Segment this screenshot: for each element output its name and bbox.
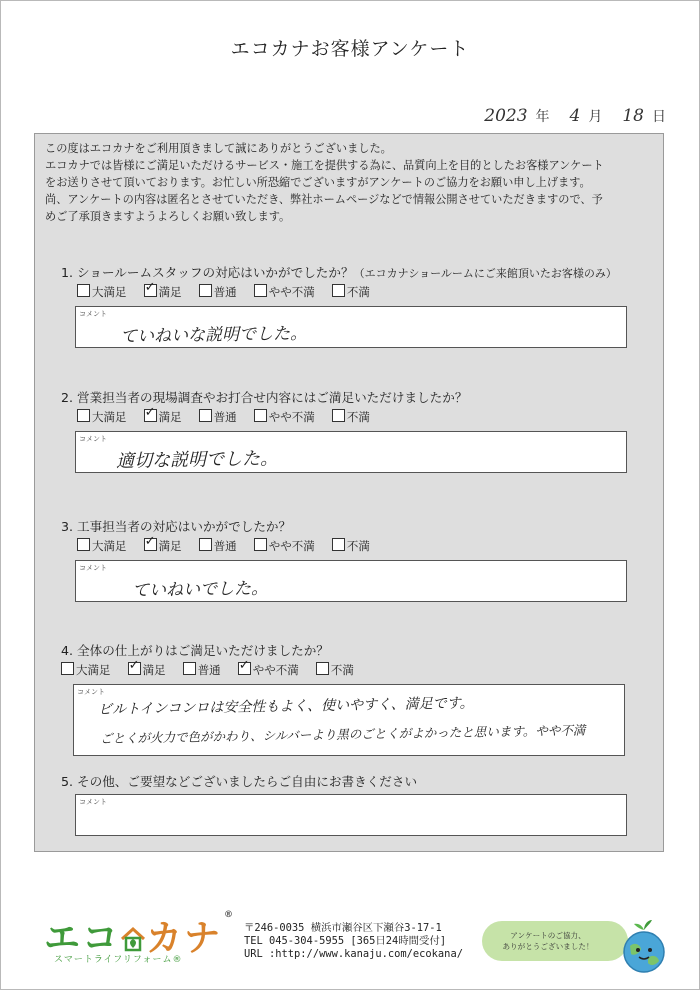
- question-title: 1. ショールームスタッフの対応はいかがでしたか？（エコカナショールームにご来館頂いたお客様のみ）: [61, 265, 617, 280]
- comment-box[interactable]: [75, 431, 627, 473]
- comment-box[interactable]: [75, 306, 627, 348]
- intro-line: エコカナでは皆様にご満足いただけるサービス・施工を提供する為に、品質向上を目的としたお客様アンケート: [45, 159, 604, 172]
- rating-options: [61, 658, 366, 678]
- checkbox[interactable]: [254, 538, 267, 551]
- option-neutral[interactable]: 普通: [183, 662, 221, 678]
- comment-label: コメント: [79, 310, 107, 318]
- option-somewhat-dissatisfied[interactable]: やや不満: [254, 284, 315, 300]
- checkbox-checked[interactable]: [238, 658, 251, 675]
- check-mark-icon: ✓: [144, 534, 156, 549]
- option-satisfied[interactable]: ✓ 満足: [128, 658, 166, 677]
- date-month: 4: [569, 106, 581, 126]
- rating-options: [77, 534, 382, 554]
- comment-label: コメント: [79, 435, 107, 443]
- question-title: 5. その他、ご要望などございましたらご自由にお書きください: [61, 774, 418, 789]
- option-satisfied[interactable]: ✓ 満足: [144, 280, 182, 299]
- survey-panel: [34, 133, 664, 852]
- comment-text: 適切な説明でした。: [115, 448, 279, 472]
- intro-line: をお送りさせて頂いております。お忙しい所恐縮でございますがアンケートのご協力をお願い申し上げます。: [45, 176, 591, 189]
- rating-options: [77, 280, 382, 300]
- date-day-unit: 日: [652, 109, 666, 125]
- option-dissatisfied[interactable]: 不満: [332, 284, 370, 300]
- checkbox[interactable]: [332, 409, 345, 422]
- comment-label: コメント: [77, 688, 105, 696]
- comment-box[interactable]: [75, 560, 627, 602]
- checkbox[interactable]: [77, 538, 90, 551]
- question-subtitle: （エコカナショールームにご来館頂いたお客様のみ）: [353, 267, 617, 280]
- option-dissatisfied[interactable]: 不満: [316, 662, 354, 678]
- checkbox[interactable]: [77, 409, 90, 422]
- checkbox-checked[interactable]: [144, 534, 157, 551]
- comment-label: コメント: [79, 798, 107, 806]
- option-satisfied[interactable]: ✓ 満足: [144, 405, 182, 424]
- earth-mascot-icon: [614, 916, 674, 976]
- question-title: 2. 営業担当者の現場調査やお打合せ内容にはご満足いただけましたか？: [61, 390, 468, 405]
- comment-text: ていねいでした。: [131, 578, 269, 601]
- check-mark-icon: ✓: [238, 658, 250, 673]
- checkbox[interactable]: [254, 409, 267, 422]
- thanks-text: アンケートのご協力、 ありがとうございました！: [502, 931, 594, 951]
- logo-subtitle: スマートライフリフォーム®: [54, 955, 183, 965]
- option-somewhat-dissatisfied[interactable]: やや不満: [254, 538, 315, 554]
- comment-box[interactable]: [73, 684, 625, 756]
- company-info: [244, 922, 463, 961]
- option-very-satisfied[interactable]: 大満足: [77, 538, 127, 554]
- checkbox[interactable]: [77, 284, 90, 297]
- checkbox[interactable]: [199, 538, 212, 551]
- intro-line: めご了承頂きますようよろしくお願い致します。: [45, 210, 291, 223]
- option-neutral[interactable]: 普通: [199, 538, 237, 554]
- option-neutral[interactable]: 普通: [199, 284, 237, 300]
- logo-reg-mark: ®: [224, 910, 236, 920]
- checkbox[interactable]: [61, 662, 74, 675]
- option-satisfied[interactable]: ✓ 満足: [144, 534, 182, 553]
- comment-text: ビルトインコンロは安全性もよく、使いやすく、満足です。: [97, 695, 474, 718]
- comment-text: ていねいな説明でした。: [119, 323, 308, 347]
- checkbox[interactable]: [183, 662, 196, 675]
- intro-text: [45, 140, 655, 225]
- comment-label: コメント: [79, 564, 107, 572]
- rating-options: [77, 405, 382, 425]
- checkbox-checked[interactable]: [128, 658, 141, 675]
- option-somewhat-dissatisfied[interactable]: ✓ やや不満: [238, 658, 299, 677]
- checkbox[interactable]: [199, 409, 212, 422]
- check-mark-icon: ✓: [128, 658, 140, 673]
- survey-title: エコカナお客様アンケート: [230, 38, 470, 60]
- comment-box[interactable]: [75, 794, 627, 836]
- date-day: 18: [622, 106, 644, 126]
- date-month-unit: 月: [588, 109, 603, 125]
- check-mark-icon: ✓: [144, 280, 156, 295]
- checkbox-checked[interactable]: [144, 280, 157, 297]
- checkbox[interactable]: [332, 284, 345, 297]
- check-mark-icon: ✓: [144, 405, 156, 420]
- survey-date: [478, 106, 680, 126]
- logo-text-kana: カナ: [146, 918, 223, 959]
- date-year: 2023: [484, 106, 528, 126]
- option-dissatisfied[interactable]: 不満: [332, 538, 370, 554]
- option-neutral[interactable]: 普通: [199, 409, 237, 425]
- option-very-satisfied[interactable]: 大満足: [77, 284, 127, 300]
- house-icon: [120, 926, 146, 952]
- intro-line: この度はエコカナをご利用頂きまして誠にありがとうございました。: [45, 142, 392, 155]
- question-title: 4. 全体の仕上がりはご満足いただけましたか？: [61, 643, 329, 658]
- intro-line: 尚、アンケートの内容は匿名とさせていただき、弊社ホームページなどで情報公開させていただきますので、予: [45, 193, 603, 206]
- thanks-bubble: [482, 921, 628, 961]
- checkbox[interactable]: [316, 662, 329, 675]
- option-somewhat-dissatisfied[interactable]: やや不満: [254, 409, 315, 425]
- company-address: 〒246-0035 横浜市瀬谷区下瀬谷3-17-1: [244, 922, 442, 934]
- checkbox[interactable]: [332, 538, 345, 551]
- question-title: 3. 工事担当者の対応はいかがでしたか？: [61, 519, 292, 534]
- comment-text-line-2: ごとくが火力で色がかわり、シルバーより黒のごとくがよかったと思います。やや不満: [99, 722, 586, 746]
- company-url[interactable]: URL :http://www.kanaju.com/ecokana/: [244, 948, 463, 960]
- checkbox[interactable]: [199, 284, 212, 297]
- checkbox[interactable]: [254, 284, 267, 297]
- option-very-satisfied[interactable]: 大満足: [77, 409, 127, 425]
- footer: [0, 900, 700, 990]
- checkbox-checked[interactable]: [144, 405, 157, 422]
- option-very-satisfied[interactable]: 大満足: [61, 662, 111, 678]
- logo-text-eco: エコ: [44, 918, 121, 959]
- company-tel: TEL 045-304-5955 [365日24時間受付]: [244, 935, 447, 947]
- option-dissatisfied[interactable]: 不満: [332, 409, 370, 425]
- date-year-unit: 年: [535, 109, 550, 125]
